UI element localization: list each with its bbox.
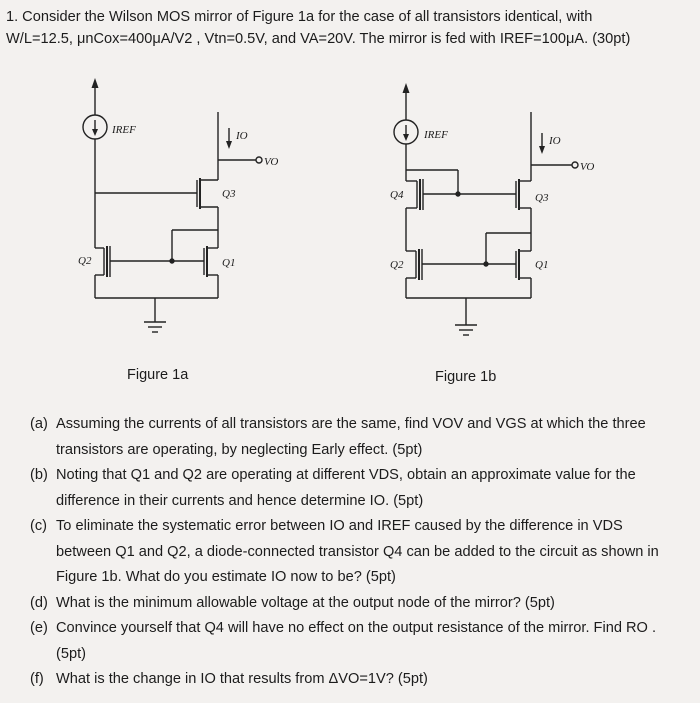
part-a — [30, 412, 675, 463]
part-label: (d) — [30, 594, 48, 611]
problem-intro-b: W/L=12.5, μnCox=400μA/V2 , Vtn=0.5V, and VA=20V. The mirror is fed with IREF=100μA. (30pt) — [6, 31, 631, 47]
fig1b-label-q4: Q4 — [390, 189, 404, 201]
figure-1b-caption: Figure 1b — [435, 369, 497, 385]
problem-number: 1. — [6, 9, 19, 25]
part-b — [30, 463, 675, 514]
part-c — [30, 514, 675, 591]
question-parts — [30, 412, 675, 693]
fig1a-label-vo: VO — [264, 156, 279, 168]
figure-1a-circuit — [83, 78, 262, 332]
figure-1a-labels — [78, 124, 278, 269]
part-label: (f) — [30, 671, 44, 687]
fig1b-label-q3: Q3 — [535, 192, 549, 204]
part-label: (c) — [30, 518, 48, 534]
fig1a-label-io: IO — [236, 130, 248, 142]
fig1b-label-q2: Q2 — [390, 259, 404, 271]
part-text: Convince yourself that Q4 will have no effect on the output resistance of the mirror. Find RO . (5pt) — [56, 620, 656, 662]
part-text: Noting that Q1 and Q2 are operating at different VDS, obtain an approximate value for the difference in their currents and hence determine IO. (5pt) — [56, 467, 636, 509]
problem-intro-a: Consider the Wilson MOS mirror of Figure 1a for the case of all transistors identical, with — [22, 9, 593, 25]
part-text: What is the minimum allowable voltage at the output node of the mirror? (5pt) — [56, 594, 555, 611]
part-f — [30, 667, 675, 693]
part-label: (a) — [30, 416, 48, 432]
fig1a-label-iref: IREF — [112, 124, 136, 136]
fig1a-label-q3: Q3 — [222, 188, 236, 200]
fig1a-label-q1: Q1 — [222, 257, 236, 269]
figure-1a-caption: Figure 1a — [127, 367, 189, 383]
fig1b-label-iref: IREF — [424, 129, 448, 141]
fig1b-label-io: IO — [549, 135, 561, 147]
part-label: (e) — [30, 620, 48, 636]
fig1a-label-q2: Q2 — [78, 255, 92, 267]
fig1b-label-q1: Q1 — [535, 259, 549, 271]
part-d — [30, 591, 675, 617]
fig1b-label-vo: VO — [580, 161, 595, 173]
part-text: Assuming the currents of all transistors are the same, find VOV and VGS at which the three transistors are operating, by neglecting Early effect. (5pt) — [56, 416, 646, 458]
part-text: To eliminate the systematic error between IO and IREF caused by the difference in VDS between Q1 and Q2, a diode-connected transistor Q4 can be added to the circuit as shown in Figure 1b. What do you estimate IO now to be? (5pt) — [56, 518, 659, 585]
part-label: (b) — [30, 467, 48, 483]
part-e — [30, 616, 675, 667]
part-text: What is the change in IO that results from ΔVO=1V? (5pt) — [56, 671, 428, 687]
figure-1b-circuit — [394, 83, 578, 335]
